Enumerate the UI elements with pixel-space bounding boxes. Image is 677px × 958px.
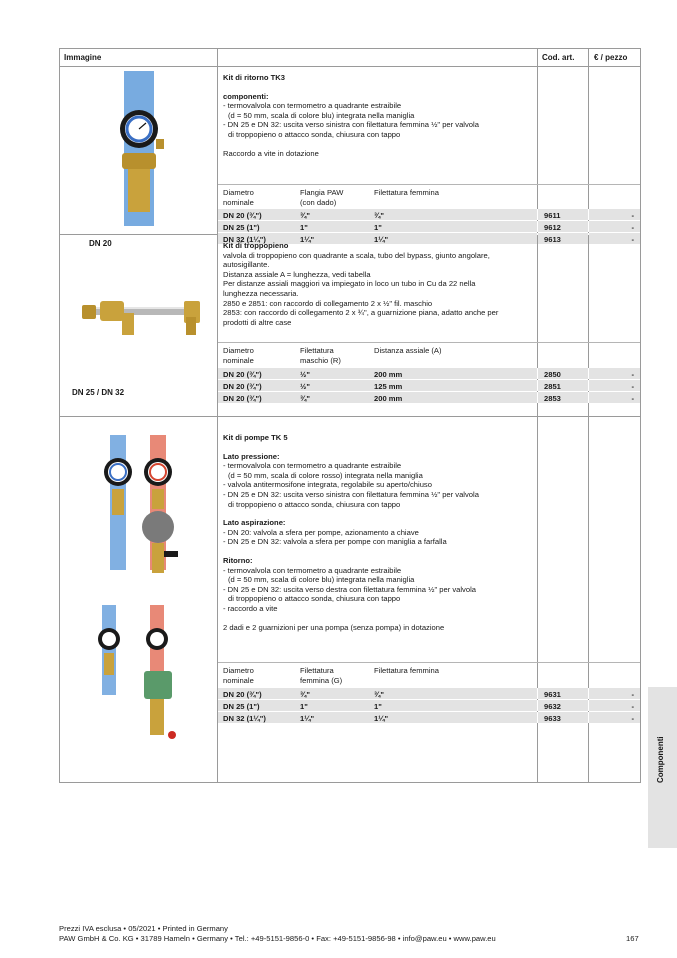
table-row — [218, 688, 640, 699]
connection-size: 1¼" — [300, 713, 315, 723]
price: - — [631, 222, 634, 232]
price: - — [631, 713, 634, 723]
description-line: di troppopieno o attacco sonda, chiusura con tappo — [228, 594, 401, 604]
header-image: Immagine — [64, 53, 102, 62]
pump-kit-image — [60, 417, 217, 782]
nominal-diameter: DN 25 (1") — [223, 222, 260, 232]
article-code: 9613 — [544, 234, 561, 244]
thread-size: 200 mm — [374, 369, 403, 379]
article-code: 2853 — [544, 393, 561, 403]
connection-size: 1" — [300, 701, 308, 711]
subheading: Ritorno: — [223, 555, 253, 565]
connection-size: ¾" — [300, 393, 310, 403]
section-title: Kit di troppopieno — [223, 241, 289, 250]
return-kit-image — [60, 67, 217, 234]
nominal-diameter: DN 25 (1") — [223, 701, 260, 711]
table-row — [218, 712, 640, 723]
section-overflow-kit — [60, 235, 640, 417]
description-line: Distanza assiale A = lunghezza, vedi tabella — [223, 269, 371, 279]
spacer — [223, 547, 530, 556]
description-line: lunghezza necessaria. — [223, 288, 299, 298]
description-line: 2850 e 2851: con raccordo di collegamento 2 x ½" fil. maschio — [223, 298, 433, 308]
spacer — [223, 614, 530, 623]
section-pump-kit — [60, 417, 640, 783]
thread-size: 125 mm — [374, 381, 403, 391]
section-title: Kit di ritorno TK3 — [223, 73, 286, 82]
thread-size: 1¼" — [374, 234, 389, 244]
header-code: Cod. art. — [542, 53, 575, 62]
article-code: 9631 — [544, 689, 561, 699]
thread-size: 1¼" — [374, 713, 389, 723]
table-row — [218, 700, 640, 711]
price: - — [631, 701, 634, 711]
footer-line-2: PAW GmbH & Co. KG • 31789 Hameln • Germany • Tel.: +49-5151-9856-0 • Fax: +49-5151-9856-98 • info@paw.eu • www.paw.eu — [59, 934, 496, 943]
spacer — [223, 140, 530, 149]
thread-size: 1" — [374, 222, 382, 232]
description-line: prodotti di altre case — [223, 317, 292, 327]
description-line: di troppopieno o attacco sonda, chiusura con tappo — [228, 499, 401, 509]
footer-line-1: Prezzi IVA esclusa • 05/2021 • Printed in Germany — [59, 924, 228, 933]
dn-label-1: DN 20 — [89, 239, 112, 248]
nominal-diameter: DN 20 (¾") — [223, 393, 262, 403]
description-line: - termovalvola con termometro a quadrante estraibile — [223, 101, 402, 111]
spacer — [223, 509, 530, 518]
thread-size: 1" — [374, 701, 382, 711]
description-line: (d = 50 mm, scala di colore rosso) integrata nella maniglia — [228, 470, 423, 480]
description-line: Per distanze assiali maggiori va impiegato in loco un tubo in Cu da 22 nella — [223, 279, 476, 289]
description-line: - DN 20: valvola a sfera per pompe, azionamento a chiave — [223, 527, 419, 537]
nominal-diameter: DN 20 (¾") — [223, 210, 262, 220]
price: - — [631, 381, 634, 391]
dn-label-2: DN 25 / DN 32 — [72, 388, 125, 397]
subheading: componenti: — [223, 91, 269, 101]
connection-size: ½" — [300, 369, 310, 379]
thread-size: 200 mm — [374, 393, 403, 403]
article-code: 2850 — [544, 369, 561, 379]
description-line: (d = 50 mm, scala di colore blu) integrata nella maniglia — [228, 110, 415, 120]
description-line: di troppopieno o attacco sonda, chiusura con tappo — [228, 129, 401, 139]
article-code: 9612 — [544, 222, 561, 232]
nominal-diameter: DN 20 (¾") — [223, 689, 262, 699]
description-line: - termovalvola con termometro a quadrante estraibile — [223, 565, 402, 575]
table-row — [218, 380, 640, 391]
description-line: (d = 50 mm, scala di colore blu) integrata nella maniglia — [228, 575, 415, 585]
nominal-diameter: DN 20 (¾") — [223, 381, 262, 391]
connection-size: ¾" — [300, 689, 310, 699]
description-line: - DN 25 e DN 32: valvola a sfera per pompe con maniglia a farfalla — [223, 537, 447, 547]
price: - — [631, 393, 634, 403]
section-description — [223, 241, 530, 327]
price: - — [631, 234, 634, 244]
description-line: autosigillante. — [223, 260, 270, 270]
connection-size: 1" — [300, 222, 308, 232]
product-table — [59, 48, 641, 783]
description-line: - DN 25 e DN 32: uscita verso sinistra con filettatura femmina ½" per valvola — [223, 120, 479, 130]
description-line: valvola di troppopieno con quadrante a scala, tubo del bypass, giunto angolare, — [223, 250, 490, 260]
column-headers: Diametro nominale Flangia PAW (con dado) Filettatura femmina — [218, 184, 640, 207]
article-code: 9611 — [544, 210, 561, 220]
side-tab-label: Componenti — [656, 736, 665, 783]
price: - — [631, 210, 634, 220]
nominal-diameter: DN 32 (1¼") — [223, 234, 266, 244]
header-price: € / pezzo — [594, 53, 628, 62]
article-code: 2851 — [544, 381, 561, 391]
description-line: 2 dadi e 2 guarnizioni per una pompa (senza pompa) in dotazione — [223, 622, 445, 632]
subheading: Lato aspirazione: — [223, 518, 286, 528]
thread-size: ¾" — [374, 210, 384, 220]
thread-size: ¾" — [374, 689, 384, 699]
footer — [59, 924, 496, 944]
page-number: 167 — [626, 934, 639, 943]
column-headers: Diametro nominale Filettatura maschio (R) Distanza assiale (A) — [218, 342, 640, 365]
connection-size: ½" — [300, 381, 310, 391]
nominal-diameter: DN 20 (¾") — [223, 369, 262, 379]
price: - — [631, 369, 634, 379]
description-line: Raccordo a vite in dotazione — [223, 148, 319, 158]
description-line: 2853: con raccordo di collegamento 2 x ¾", a guarnizione piana, adatto anche per — [223, 308, 499, 318]
description-line: - raccordo a vite — [223, 603, 278, 613]
side-tab[interactable] — [648, 687, 677, 848]
nominal-diameter: DN 32 (1¼") — [223, 713, 266, 723]
description-line: - termovalvola con termometro a quadrante estraibile — [223, 461, 402, 471]
column-headers: Diametro nominale Filettatura femmina (G) Filettatura femmina — [218, 662, 640, 685]
price: - — [631, 689, 634, 699]
table-row — [218, 221, 640, 232]
table-row — [218, 209, 640, 220]
connection-size: ¾" — [300, 210, 310, 220]
table-row — [218, 392, 640, 403]
table-row — [218, 368, 640, 379]
description-line: - DN 25 e DN 32: uscita verso sinistra con filettatura femmina ½" per valvola — [223, 489, 479, 499]
section-description — [223, 73, 530, 158]
connection-size: 1¼" — [300, 234, 315, 244]
subheading: Lato pressione: — [223, 451, 280, 461]
article-code: 9633 — [544, 713, 561, 723]
description-line: - valvola antitermosifone integrata, regolabile su aperto/chiuso — [223, 480, 432, 490]
article-code: 9632 — [544, 701, 561, 711]
table-header — [60, 49, 640, 67]
section-description — [223, 433, 530, 632]
description-line: - DN 25 e DN 32: uscita verso destra con filettatura femmina ½" per valvola — [223, 584, 476, 594]
section-title: Kit di pompe TK 5 — [223, 433, 288, 442]
